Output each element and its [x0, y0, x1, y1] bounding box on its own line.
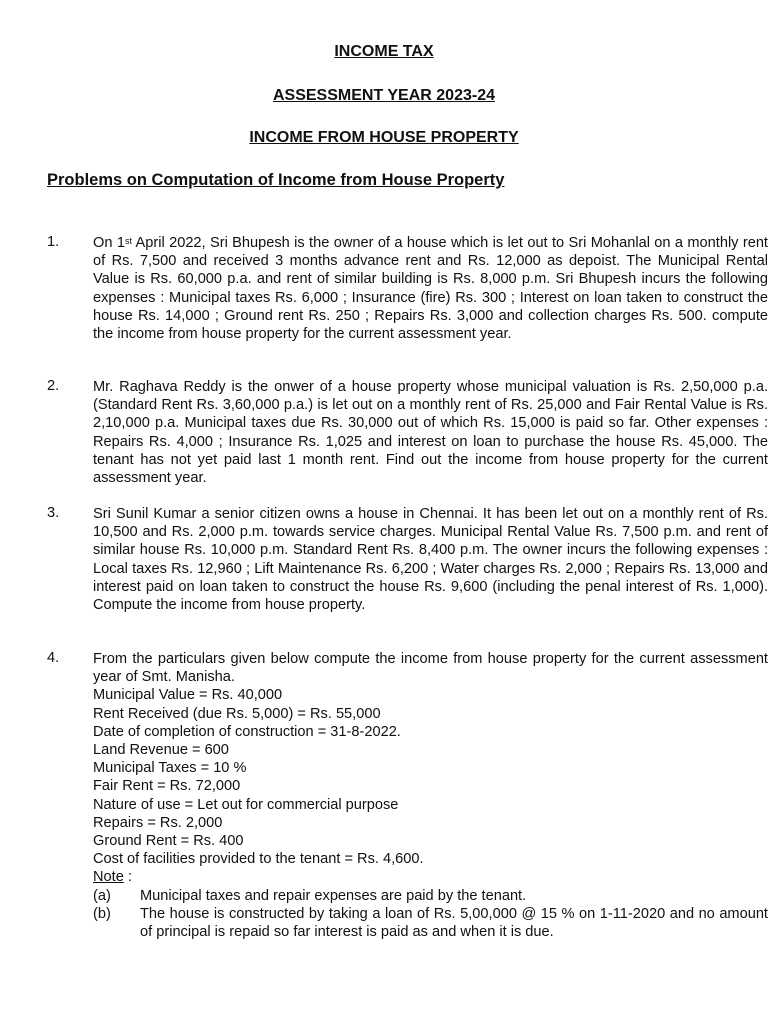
- note-heading: [93, 868, 768, 886]
- title-income-tax: INCOME TAX: [334, 43, 434, 60]
- list-item: Municipal Taxes = 10 %: [93, 760, 247, 777]
- list-item: Repairs = Rs. 2,000: [93, 814, 223, 831]
- problem-number: 4.: [47, 650, 60, 666]
- note-item-label: (a): [93, 887, 111, 904]
- list-item: Ground Rent = Rs. 400: [93, 833, 244, 850]
- problem-text: [93, 234, 768, 343]
- note-item: [93, 887, 768, 905]
- problem-text: Sri Sunil Kumar a senior citizen owns a house in Chennai. It has been let out on a monthly rent of Rs. 10,500 and Rs. 2,000 p.m. towards service charges. Municipal Rental Value Rs. 7,500 p.m. and rent of similar house Rs. 10,000 p.m. Standard Rent Rs. 8,400 p.m. The owner incurs the following expenses : Local taxes Rs. 12,960 ; Lift Maintenance Rs. 6,200 ; Water charges Rs. 2,000 ; Repairs Rs. 13,000 and interest paid on loan taken to construct the house Rs. 9,600 (including the penal interest of Rs. 1,000). Compute the income from house property.: [93, 506, 768, 614]
- list-item: Nature of use = Let out for commercial purpose: [93, 796, 399, 813]
- list-item: Rent Received (due Rs. 5,000) = Rs. 55,000: [93, 705, 381, 722]
- note-label: Note: [93, 869, 124, 886]
- ordinal-suffix: st: [124, 236, 132, 246]
- list-item: Fair Rent = Rs. 72,000: [93, 778, 241, 795]
- problem-number: 1.: [47, 234, 60, 250]
- list-item: Cost of facilities provided to the tenant = Rs. 4,600.: [93, 851, 424, 868]
- list-item: Date of completion of construction = 31-8-2022.: [93, 723, 401, 740]
- note-colon: :: [123, 869, 132, 886]
- note-item: [93, 905, 768, 941]
- problem-number: 3.: [47, 505, 60, 521]
- note-item-text: Municipal taxes and repair expenses are paid by the tenant.: [140, 887, 527, 904]
- list-item: Land Revenue = 600: [93, 742, 229, 759]
- problem-text-lead: On 1: [93, 235, 125, 251]
- title-assessment-year: ASSESSMENT YEAR 2023-24: [272, 87, 495, 104]
- note-item-text: The house is constructed by taking a loan of Rs. 5,00,000 @ 15 % on 1-11-2020 and no amount of principal is repaid so far interest is paid as and when it is due.: [140, 905, 768, 941]
- note-item-label: (b): [93, 905, 111, 922]
- list-item: Municipal Value = Rs. 40,000: [93, 687, 283, 704]
- problem-number: 2.: [47, 378, 60, 394]
- problem-text: Mr. Raghava Reddy is the onwer of a house property whose municipal valuation is Rs. 2,50,000 p.a. (Standard Rent Rs. 3,60,000 p.a.) is let out on a monthly rent of Rs. 25,000 and Fair Rental Value is Rs. 2,10,000 p.a. Municipal taxes due Rs. 30,000 out of which Rs. 15,000 is paid so far. Other expenses : Repairs Rs. 4,000 ; Insurance Rs. 1,025 and interest on loan to purchase the house Rs. 45,000. The tenant has not yet paid last 1 month rent. Find out the income from house property for the current assessment year.: [93, 379, 768, 487]
- section-heading: Problems on Computation of Income from House Property: [47, 171, 505, 189]
- problem-intro: From the particulars given below compute the income from house property for the current assessment year of Smt. Manisha.: [93, 651, 768, 686]
- problem-text-body: April 2022, Sri Bhupesh is the owner of a house which is let out to Sri Mohanlal on a monthly rent of Rs. 7,500 and received 3 months advance rent and Rs. 12,000 as depoist. The Municipal Rental Value is Rs. 60,000 p.a. and rent of similar building is Rs. 8,000 p.m. Sri Bhupesh incurs the following expenses : Municipal taxes Rs. 6,000 ; Insurance (fire) Rs. 300 ; Interest on loan taken to construct the house Rs. 14,000 ; Ground rent Rs. 250 ; Repairs Rs. 3,000 and collection charges Rs. 500. compute the income from house property for the current assessment year.: [93, 235, 768, 343]
- title-house-property: INCOME FROM HOUSE PROPERTY: [249, 129, 519, 146]
- problem-text: [93, 650, 768, 941]
